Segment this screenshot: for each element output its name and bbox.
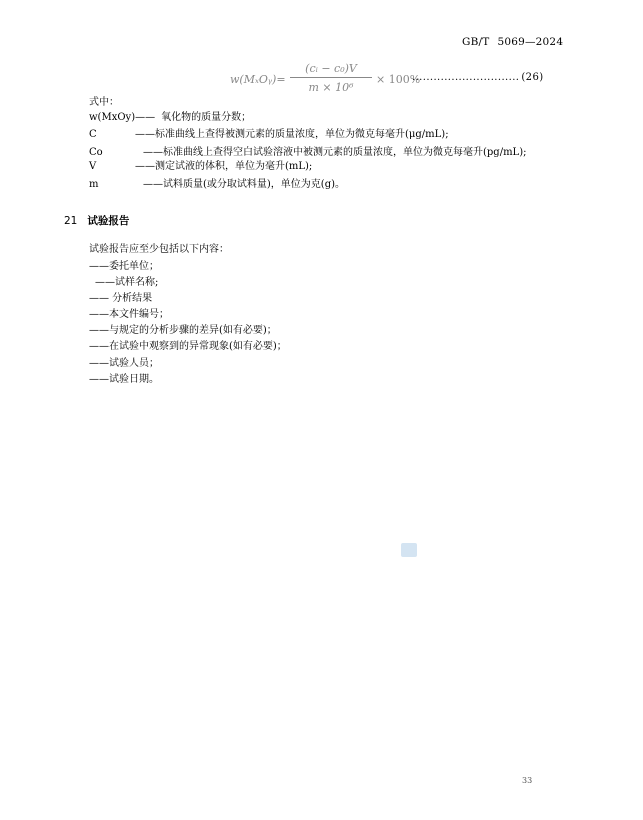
standard-header xyxy=(462,36,563,48)
definition-row xyxy=(89,147,103,159)
definition-row xyxy=(89,112,251,124)
equation-leader xyxy=(412,72,544,83)
section-heading xyxy=(64,213,129,228)
definition-text: ——标准曲线上查得空白试验溶液中被测元素的质量浓度，单位为微克每毫升(pg/mL); xyxy=(143,147,527,158)
list-item: ——试样名称; xyxy=(95,277,159,288)
watermark-mark xyxy=(401,543,417,557)
equation-number: (26) xyxy=(521,72,544,83)
leader-dots: .............................. xyxy=(412,72,520,83)
formula-denominator: m × 10⁶ xyxy=(308,81,354,94)
report-intro: 试验报告应至少包括以下内容： xyxy=(89,244,229,255)
definition-symbol: m xyxy=(89,179,99,190)
list-item: ——试验日期。 xyxy=(89,374,159,385)
formula-numerator: (cᵢ − c₀)V xyxy=(305,62,357,75)
definition-symbol: C xyxy=(89,129,97,140)
where-intro: 式中： xyxy=(89,97,119,108)
definition-symbol: Co xyxy=(89,147,103,158)
definition-row xyxy=(89,129,97,141)
section-title: 试验报告 xyxy=(87,215,130,227)
list-item: ——与规定的分析步骤的差异(如有必要)； xyxy=(89,325,277,336)
definition-text: ——试料质量(或分取试料量)，单位为克(g)。 xyxy=(143,179,346,190)
standard-number: 5069—2024 xyxy=(497,36,564,48)
section-number: 21 xyxy=(64,215,78,227)
list-item: ——在试验中观察到的异常现象(如有必要)； xyxy=(89,341,287,352)
fraction-bar xyxy=(290,77,372,78)
definition-text: ——标准曲线上查得被测元素的质量浓度，单位为微克每毫升(μg/mL); xyxy=(135,129,449,140)
definition-symbol: V xyxy=(89,161,97,172)
list-item: ——本文件编号； xyxy=(89,309,169,320)
definition-row xyxy=(89,161,96,173)
list-item: —— 分析结果 xyxy=(89,293,153,304)
standard-prefix: GB/T xyxy=(462,36,490,48)
formula-tail: × 100% xyxy=(376,73,421,86)
page-number: 33 xyxy=(522,776,533,785)
formula-lhs: w(MₓOᵧ)= xyxy=(230,73,286,86)
definition-text: ——测定试液的体积，单位为毫升(mL); xyxy=(135,161,313,172)
list-item: ——委托单位； xyxy=(89,261,159,272)
definition-row xyxy=(89,179,98,191)
formula-fraction xyxy=(290,61,372,95)
definition-symbol: w(MxOy)—— xyxy=(89,112,156,123)
list-item: ——试验人员； xyxy=(89,358,159,369)
definition-text: 氧化物的质量分数； xyxy=(161,112,252,123)
